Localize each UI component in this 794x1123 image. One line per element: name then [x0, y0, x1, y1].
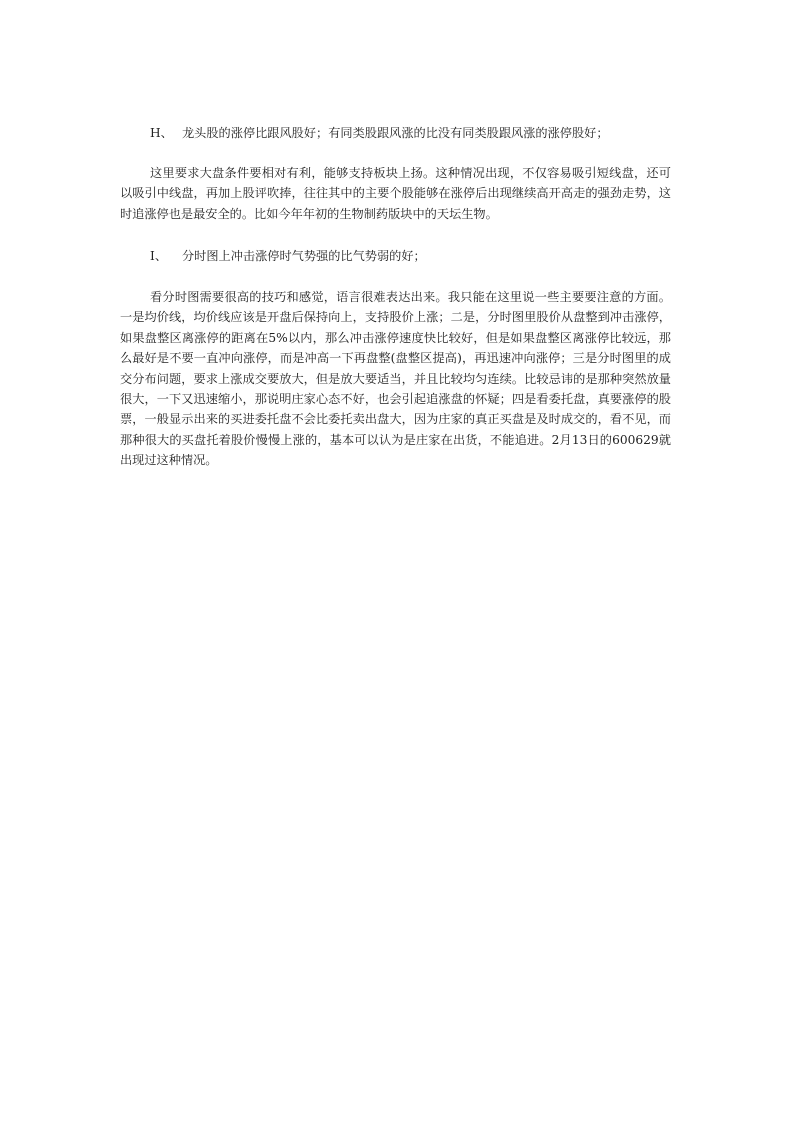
section-heading-h [120, 123, 701, 143]
section-marker-i: I、 [150, 249, 168, 263]
section-marker-h: H、 [150, 126, 173, 140]
section-heading-i [120, 246, 701, 266]
section-heading-i-text: 分时图上冲击涨停时气势强的比气势弱的好； [182, 249, 426, 263]
section-heading-h-text: 龙头股的涨停比跟风股好；有同类股跟风涨的比没有同类股跟风涨的涨停股好； [182, 126, 609, 140]
section-body-h: 这里要求大盘条件要相对有利，能够支持板块上扬。这种情况出现，不仅容易吸引短线盘，还可以吸引中线盘，再加上股评吹捧，往往其中的主要个股能够在涨停后出现继续高开高走的强劲走势，这时追涨停也是最安全的。比如今年年初的生物制药版块中的天坛生物。 [120, 166, 671, 221]
section-body-i: 看分时图需要很高的技巧和感觉，语言很难表达出来。我只能在这里说一些主要要注意的方面。一是均价线，均价线应该是开盘后保持向上，支持股价上涨；二是，分时图里股价从盘整到冲击涨停，如果盘整区离涨停的距离在5%以内，那么冲击涨停速度快比较好，但是如果盘整区离涨停比较远，那么最好是不要一直冲向涨停，而是冲高一下再盘整(盘整区提高)，再迅速冲向涨停；三是分时图里的成交分布问题，要求上涨成交要放大，但是放大要适当，并且比较均匀连续。比较忌讳的是那种突然放量很大，一下又迅速缩小，那说明庄家心态不好，也会引起追涨盘的怀疑；四是看委托盘，真要涨停的股票，一般显示出来的买进委托盘不会比委托卖出盘大，因为庄家的真正买盘是及时成交的，看不见，而那种很大的买盘托着股价慢慢上涨的，基本可以认为是庄家在出货，不能追进。2月13日的600629就出现过这种情况。 [120, 290, 671, 468]
